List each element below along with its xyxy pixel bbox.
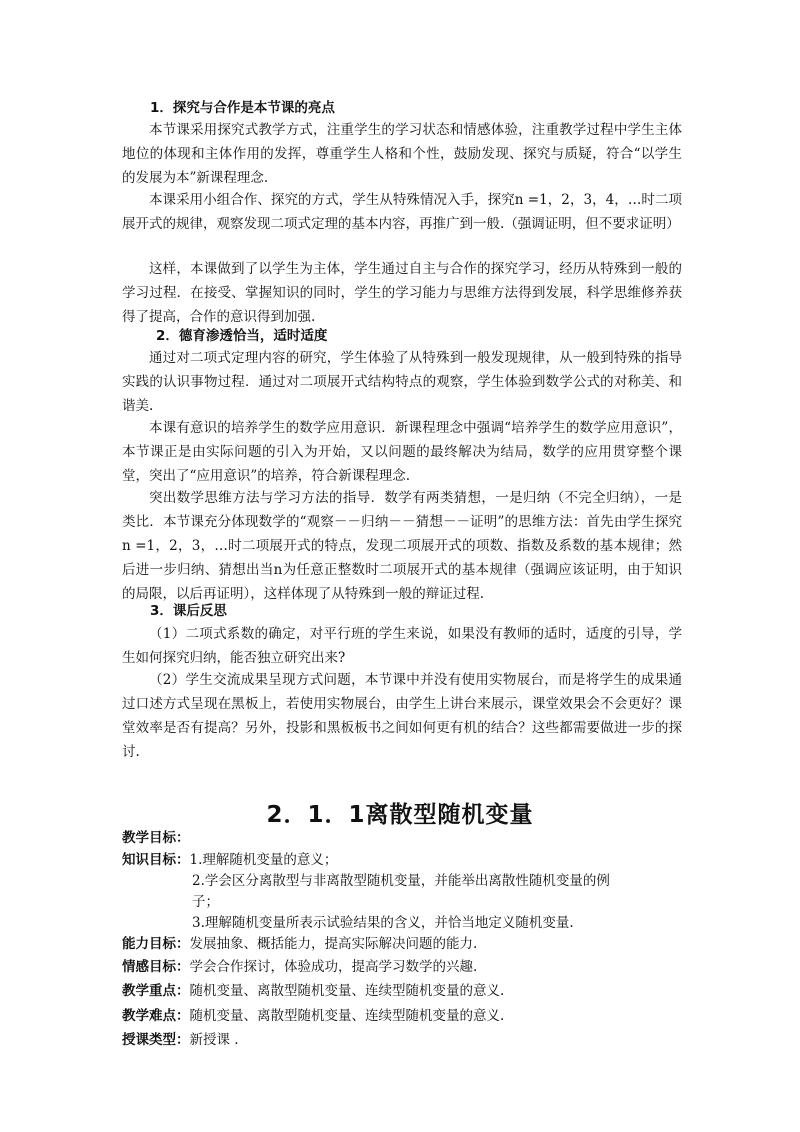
section-2-paragraph-1: 通过对二项式定理内容的研究，学生体验了从特殊到一般发现规律，从一般到特殊的指导实践的认识事物过程．通过对二项展开式结构特点的观察，学生体验到数学公式的对称美、和谐美. — [122, 350, 682, 414]
section-3-heading: 3．课后反思 — [150, 603, 227, 619]
section-1-paragraph-2: 本课采用小组合作、探究的方式，学生从特殊情况入手，探究n =1，2，3，4，…时二项展开式的规律，观察发现二项式定理的基本内容，再推广到一般.（强调证明，但不要求证明） — [122, 192, 682, 232]
key-point-row — [122, 981, 682, 1002]
lesson-type-row — [122, 1030, 682, 1051]
section-3-paragraph-1: （1）二项式系数的确定，对平行班的学生来说，如果没有教师的适时，适度的引导，学生如何探究归纳，能否独立研究出来? — [122, 626, 682, 666]
goals-label: 教学目标： — [122, 830, 190, 846]
section-1-heading: 1．探究与合作是本节课的亮点 — [150, 100, 335, 116]
difficult-point-row — [122, 1006, 682, 1027]
section-3-paragraph-2: （2）学生交流成果呈现方式问题，本节课中并没有使用实物展台，而是将学生的成果通过口述方式呈现在黑板上，若使用实物展台，由学生上讲台来展示，课堂效果会不会更好？课堂效率是否有提高？另外，投影和黑板板书之间如何更有机的结合？这些都需要做进一步的探讨. — [122, 672, 682, 760]
emotion-goal-label: 情感目标： — [122, 959, 190, 975]
knowledge-goal-row — [122, 850, 682, 871]
ability-goal-label: 能力目标： — [122, 936, 190, 952]
section-2-paragraph-2: 本课有意识的培养学生的数学应用意识．新课程理念中强调“培养学生的数学应用意识”，本节课正是由实际问题的引入为开始，又以问题的最终解决为结局，数学的应用贯穿整个课堂，突出了“应用意识”的培养，符合新课程理念. — [122, 420, 682, 484]
ability-goal-text: 发展抽象、概括能力，提高实际解决问题的能力. — [189, 936, 478, 952]
knowledge-goal-2: 2.学会区分离散型与非离散型随机变量，并能举出离散性随机变量的例子； — [192, 873, 610, 910]
lesson-title: 2．1．1离散型随机变量 — [266, 802, 534, 828]
key-point-text: 随机变量、离散型随机变量、连续型随机变量的意义. — [189, 983, 505, 999]
ability-goal-row — [122, 934, 682, 955]
knowledge-goal-3: 3.理解随机变量所表示试验结果的含义，并恰当地定义随机变量. — [192, 915, 574, 931]
section-1-paragraph-1: 本节课采用探究式教学方式，注重学生的学习状态和情感体验，注重教学过程中学生主体地位的体现和主体作用的发挥，尊重学生人格和个性，鼓励发现、探究与质疑，符合“以学生的发展为本”新课程理念. — [122, 122, 682, 186]
difficult-point-text: 随机变量、离散型随机变量、连续型随机变量的意义. — [189, 1008, 505, 1024]
lesson-type-text: 新授课 . — [189, 1032, 239, 1048]
knowledge-goal-label: 知识目标： — [122, 852, 190, 868]
emotion-goal-row — [122, 957, 682, 978]
section-2-heading: 2．德育渗透恰当，适时适度 — [156, 328, 328, 344]
emotion-goal-text: 学会合作探讨，体验成功，提高学习数学的兴趣. — [189, 959, 478, 975]
lesson-type-label: 授课类型： — [122, 1032, 190, 1048]
key-point-label: 教学重点： — [122, 983, 190, 999]
difficult-point-label: 教学难点： — [122, 1008, 190, 1024]
section-1-paragraph-3: 这样，本课做到了以学生为主体，学生通过自主与合作的探究学习，经历从特殊到一般的学习过程．在接受、掌握知识的同时，学生的学习能力与思维方法得到发展，科学思维修养获得了提高，合作的意识得到加强. — [122, 261, 682, 325]
knowledge-goal-1: 1.理解随机变量的意义； — [189, 852, 338, 868]
section-2-paragraph-3: 突出数学思维方法与学习方法的指导．数学有两类猜想，一是归纳（不完全归纳），一是类比．本节课充分体现数学的“观察－－归纳－－猜想－－证明”的思维方法：首先由学生探究n =1，2，3，…时二项展开式的特点，发现二项展开式的项数、指数及系数的基本规律；然后进一步归纳、猜想出当n为任意正整数时二项展开式的基本规律（强调应该证明，由于知识的局限，以后再证明），这样体现了从特殊到一般的辩证过程. — [122, 490, 682, 602]
